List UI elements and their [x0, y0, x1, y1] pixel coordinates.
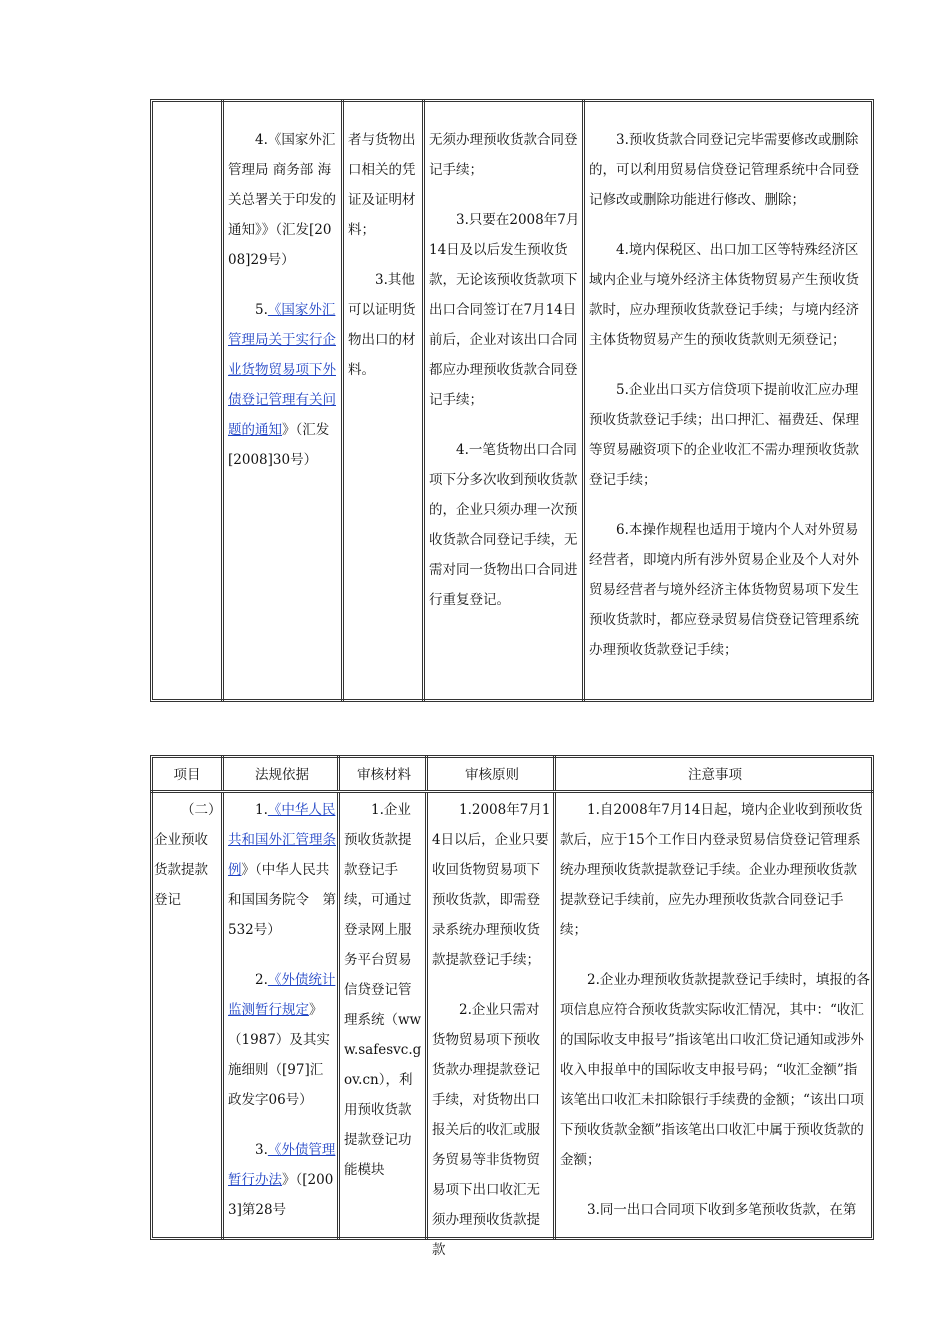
notes-text-1: 1.自2008年7月14日起，境内企业收到预收货款后，应于15个工作日内登录贸易信贷登记管理系统办理预收货款提款登记手续。企业办理预收货款提款登记手续前，应先办理预收货款合同登记手续；	[560, 802, 863, 938]
table-header-row	[150, 755, 874, 793]
regulation-item-1: 1.《中华人民共和国外汇管理条例》（中华人民共和国国务院令 第532号）	[228, 802, 336, 938]
notes-text-5: 5.企业出口买方信贷项下提前收汇应办理预收货款登记手续；出口押汇、福费廷、保理等贸易融资项下的企业收汇不需办理预收货款登记手续；	[589, 382, 859, 488]
regulation-link-2[interactable]: 《外债统计监测暂行规定	[228, 972, 336, 1018]
table2-col-principles	[425, 793, 556, 1258]
regulation-item-5: 5.《国家外汇管理局关于实行企业货物贸易项下外债登记管理有关问题的通知》（汇发[2008]30号）	[228, 302, 336, 468]
header-notes: 注意事项	[553, 755, 874, 790]
table1-col-materials	[341, 99, 425, 702]
notes-text-3: 3.预收货款合同登记完毕需要修改或删除的，可以利用贸易信贷登记管理系统中合同登记修改或删除功能进行修改、删除；	[589, 132, 859, 208]
table1-col-project	[150, 99, 224, 702]
header-materials: 审核材料	[337, 755, 428, 790]
principles-text-1: 1.2008年7月14日以后，企业只要收回货物贸易项下预收货款，即需登录系统办理预收货款提款登记手续；	[432, 802, 551, 968]
table-prepayment-drawdown	[150, 755, 874, 1258]
materials-text-1: 者与货物出口相关的凭证及证明材料；	[348, 132, 416, 238]
table-continued	[150, 99, 874, 702]
table1-col-notes	[582, 99, 874, 702]
regulation-link-3[interactable]: 《外债管理暂行办法	[228, 1142, 336, 1188]
notes-text-4: 4.境内保税区、出口加工区等特殊经济区域内企业与境外经济主体货物贸易产生预收货款时，应办理预收货款登记手续；与境内经济主体货物贸易产生的预收货款则无须登记；	[589, 242, 859, 348]
header-principles: 审核原则	[425, 755, 556, 790]
table2-col-notes	[553, 793, 874, 1240]
header-regulations: 法规依据	[221, 755, 340, 790]
regulation-item-2: 2.《外债统计监测暂行规定》（1987）及其实施细则（[97]汇政发字06号）	[228, 972, 336, 1108]
table2-col-materials	[337, 793, 428, 1240]
principles-text-2: 3.只要在2008年7月14日及以后发生预收货款，无论该预收货款项下出口合同签订在7月14日前后，企业对该出口合同都应办理预收货款合同登记手续；	[429, 212, 580, 408]
principles-text-3: 4.一笔货物出口合同项下分多次收到预收货款的，企业只须办理一次预收货款合同登记手续，无需对同一货物出口合同进行重复登记。	[429, 442, 578, 608]
notes-text-6: 6.本操作规程也适用于境内个人对外贸易经营者，即境内所有涉外贸易企业及个人对外贸易经营者与境外经济主体货物贸易项下发生预收货款时，都应登录贸易信贷登记管理系统办理预收货款登记手续；	[589, 522, 859, 658]
regulation-link-5[interactable]: 《国家外汇管理局关于实行企业货物贸易项下外债登记管理有关问题的通知	[228, 302, 336, 438]
table2-col-project	[150, 793, 224, 1240]
regulation-item-4: 4.《国家外汇管理局 商务部 海关总署关于印发的通知》》（汇发[2008]29号）	[228, 132, 336, 268]
principles-text-1: 无须办理预收货款合同登记手续；	[429, 132, 578, 178]
table2-col-regulations	[221, 793, 340, 1240]
notes-text-3: 3.同一出口合同项下收到多笔预收货款，在第	[587, 1202, 857, 1218]
materials-text-2: 3.其他可以证明货物出口的材料。	[348, 272, 416, 378]
table-body-row	[150, 793, 874, 1258]
principles-text-2: 2.企业只需对货物贸易项下预收货款办理提款登记手续，对货物出口报关后的收汇或服务贸易等非货物贸易项下出口收汇无须办理预收货款提款	[432, 1002, 540, 1258]
header-project: 项目	[173, 766, 201, 783]
notes-text-2: 2.企业办理预收货款提款登记手续时，填报的各项信息应符合预收货款实际收汇情况，其中：“收汇的国际收支申报号”指该笔出口收汇贷记通知或涉外收入申报单中的国际收支申报号码；“收汇金额”指该笔出口收汇未扣除银行手续费的金额；“该出口项下预收货款金额”指该笔出口收汇中属于预收货款的金额；	[560, 972, 870, 1168]
table1-col-principles	[422, 99, 585, 702]
table1-col-regulations	[221, 99, 344, 702]
regulation-item-3: 3.《外债管理暂行办法》（[2003]第28号	[228, 1142, 336, 1218]
project-name: （二）企业预收货款提款登记	[154, 802, 215, 908]
materials-text-1: 1.企业预收货款提款登记手续，可通过登录网上服务平台贸易信贷登记管理系统（www.safesvc.gov.cn），利用预收货款提款登记功能模块	[344, 802, 422, 1178]
regulation-link-1[interactable]: 《中华人民共和国外汇管理条例	[228, 802, 336, 878]
